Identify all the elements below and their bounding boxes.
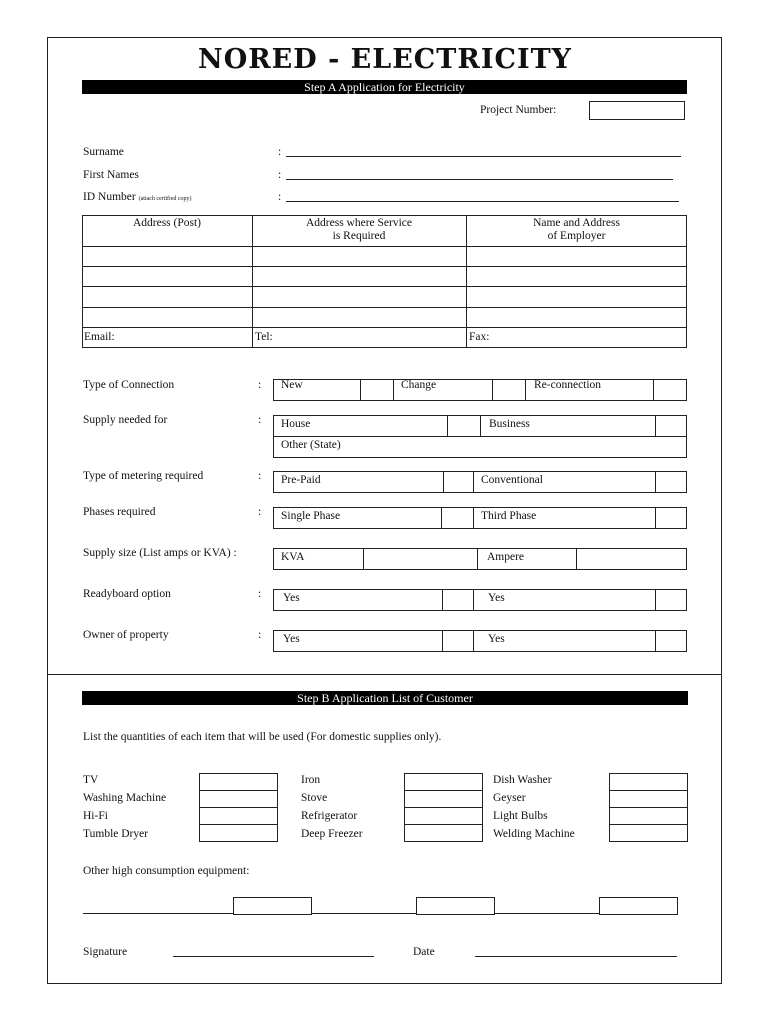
option-conventional-label: Conventional (481, 474, 543, 486)
first-names-field[interactable] (286, 179, 673, 180)
option-reconnection-label: Re-connection (534, 379, 602, 391)
option-other-label: Other (State) (281, 439, 341, 451)
item-washing-machine-label: Washing Machine (83, 792, 167, 804)
section-divider (47, 674, 722, 675)
item-refrigerator-label: Refrigerator (301, 810, 358, 822)
option-house-label: House (281, 418, 311, 430)
connection-options-row (273, 379, 687, 401)
item-stove-qty[interactable] (404, 790, 483, 808)
option-single-phase-label: Single Phase (281, 510, 341, 522)
option-single-phase-checkbox[interactable] (441, 507, 474, 529)
id-number-colon: : (278, 191, 282, 203)
owner-yes-label: Yes (283, 633, 300, 645)
first-names-label: First Names (83, 169, 139, 181)
owner-yes2-label: Yes (488, 633, 505, 645)
surname-colon: : (278, 146, 282, 158)
colon: : (258, 506, 262, 518)
project-number-label: Project Number: (480, 104, 557, 116)
item-light-bulbs-label: Light Bulbs (493, 810, 548, 822)
surname-field[interactable] (286, 156, 681, 157)
table-row-line (82, 286, 687, 287)
option-change-checkbox[interactable] (492, 379, 526, 401)
owner-options-row (273, 630, 687, 652)
other-equipment-qty-2[interactable] (416, 897, 495, 915)
fax-label: Fax: (469, 331, 490, 343)
option-business-label: Business (489, 418, 530, 430)
signature-label: Signature (83, 946, 128, 958)
id-number-note: (attach certified copy) (138, 196, 192, 202)
step-b-instruction: List the quantities of each item that will be used (For domestic supplies only). (83, 731, 442, 743)
item-deep-freezer-label: Deep Freezer (301, 828, 363, 840)
table-row-line (82, 327, 687, 328)
item-deep-freezer-qty[interactable] (404, 824, 483, 842)
readyboard-option-label: Readyboard option (83, 588, 171, 600)
readyboard-yes2-checkbox[interactable] (655, 589, 687, 611)
item-iron-qty[interactable] (404, 773, 483, 791)
header-address-post: Address (Post) (132, 217, 202, 229)
colon: : (258, 629, 262, 641)
option-reconnection-checkbox[interactable] (653, 379, 687, 401)
option-house-checkbox[interactable] (447, 415, 481, 437)
surname-label: Surname (83, 146, 124, 158)
item-washing-machine-qty[interactable] (199, 790, 278, 808)
header-service-address-line1: Address where Service (305, 217, 412, 229)
owner-yes2-checkbox[interactable] (655, 630, 687, 652)
date-field[interactable] (475, 956, 677, 957)
header-service-address-line2: is Required (332, 230, 386, 242)
type-of-metering-label: Type of metering required (83, 470, 204, 482)
type-of-connection-label: Type of Connection (83, 379, 175, 391)
step-b-header: Step B Application List of Customer (82, 691, 688, 705)
option-business-checkbox[interactable] (655, 415, 687, 437)
form-title: NORED - ELECTRICITY (198, 44, 572, 75)
item-tv-label: TV (83, 774, 99, 786)
signature-field[interactable] (173, 956, 374, 957)
header-employer-line2: of Employer (547, 230, 606, 242)
item-welding-machine-qty[interactable] (609, 824, 688, 842)
item-hifi-label: Hi-Fi (83, 810, 108, 822)
other-equipment-qty-3[interactable] (599, 897, 678, 915)
tel-label: Tel: (255, 331, 273, 343)
option-change-label: Change (401, 379, 437, 391)
readyboard-yes2-label: Yes (488, 592, 505, 604)
option-third-phase-checkbox[interactable] (655, 507, 687, 529)
header-employer-line1: Name and Address (533, 217, 620, 229)
step-a-header: Step A Application for Electricity (82, 80, 687, 94)
colon: : (258, 414, 262, 426)
first-names-colon: : (278, 169, 282, 181)
owner-of-property-label: Owner of property (83, 629, 169, 641)
other-equipment-name-3[interactable] (495, 913, 599, 914)
option-new-label: New (281, 379, 303, 391)
supply-size-label: Supply size (List amps or KVA) : (83, 547, 237, 559)
item-refrigerator-qty[interactable] (404, 807, 483, 825)
other-equipment-qty-1[interactable] (233, 897, 312, 915)
item-dish-washer-qty[interactable] (609, 773, 688, 791)
date-label: Date (413, 946, 435, 958)
kva-value-field[interactable] (363, 548, 478, 570)
ampere-value-field[interactable] (576, 548, 687, 570)
item-geyser-qty[interactable] (609, 790, 688, 808)
supply-needed-for-label: Supply needed for (83, 414, 168, 426)
item-hifi-qty[interactable] (199, 807, 278, 825)
colon: : (258, 379, 262, 391)
other-equipment-name-1[interactable] (83, 913, 233, 914)
item-geyser-label: Geyser (493, 792, 526, 804)
id-number-field[interactable] (286, 201, 679, 202)
item-tumble-dryer-qty[interactable] (199, 824, 278, 842)
table-row-line (82, 266, 687, 267)
option-ampere-label: Ampere (487, 551, 525, 563)
item-dish-washer-label: Dish Washer (493, 774, 552, 786)
table-row-line (82, 307, 687, 308)
owner-yes-checkbox[interactable] (442, 630, 474, 652)
item-tumble-dryer-label: Tumble Dryer (83, 828, 149, 840)
other-equipment-name-2[interactable] (312, 913, 416, 914)
other-equipment-label: Other high consumption equipment: (83, 865, 250, 877)
colon: : (258, 470, 262, 482)
table-row-line (82, 246, 687, 247)
option-prepaid-label: Pre-Paid (281, 474, 321, 486)
item-light-bulbs-qty[interactable] (609, 807, 688, 825)
option-prepaid-checkbox[interactable] (443, 471, 474, 493)
item-iron-label: Iron (301, 774, 321, 786)
item-tv-qty[interactable] (199, 773, 278, 791)
readyboard-yes-checkbox[interactable] (442, 589, 474, 611)
option-conventional-checkbox[interactable] (655, 471, 687, 493)
option-kva-label: KVA (281, 551, 305, 563)
item-welding-machine-label: Welding Machine (493, 828, 575, 840)
phases-required-label: Phases required (83, 506, 156, 518)
project-number-field[interactable] (589, 101, 685, 120)
email-label: Email: (84, 331, 115, 343)
colon: : (258, 588, 262, 600)
metering-options-row (273, 471, 687, 493)
readyboard-yes-label: Yes (283, 592, 300, 604)
option-third-phase-label: Third Phase (481, 510, 537, 522)
id-number-label (83, 190, 192, 206)
readyboard-options-row (273, 589, 687, 611)
item-stove-label: Stove (301, 792, 328, 804)
option-new-checkbox[interactable] (360, 379, 394, 401)
id-number-text: ID Number (83, 191, 136, 203)
